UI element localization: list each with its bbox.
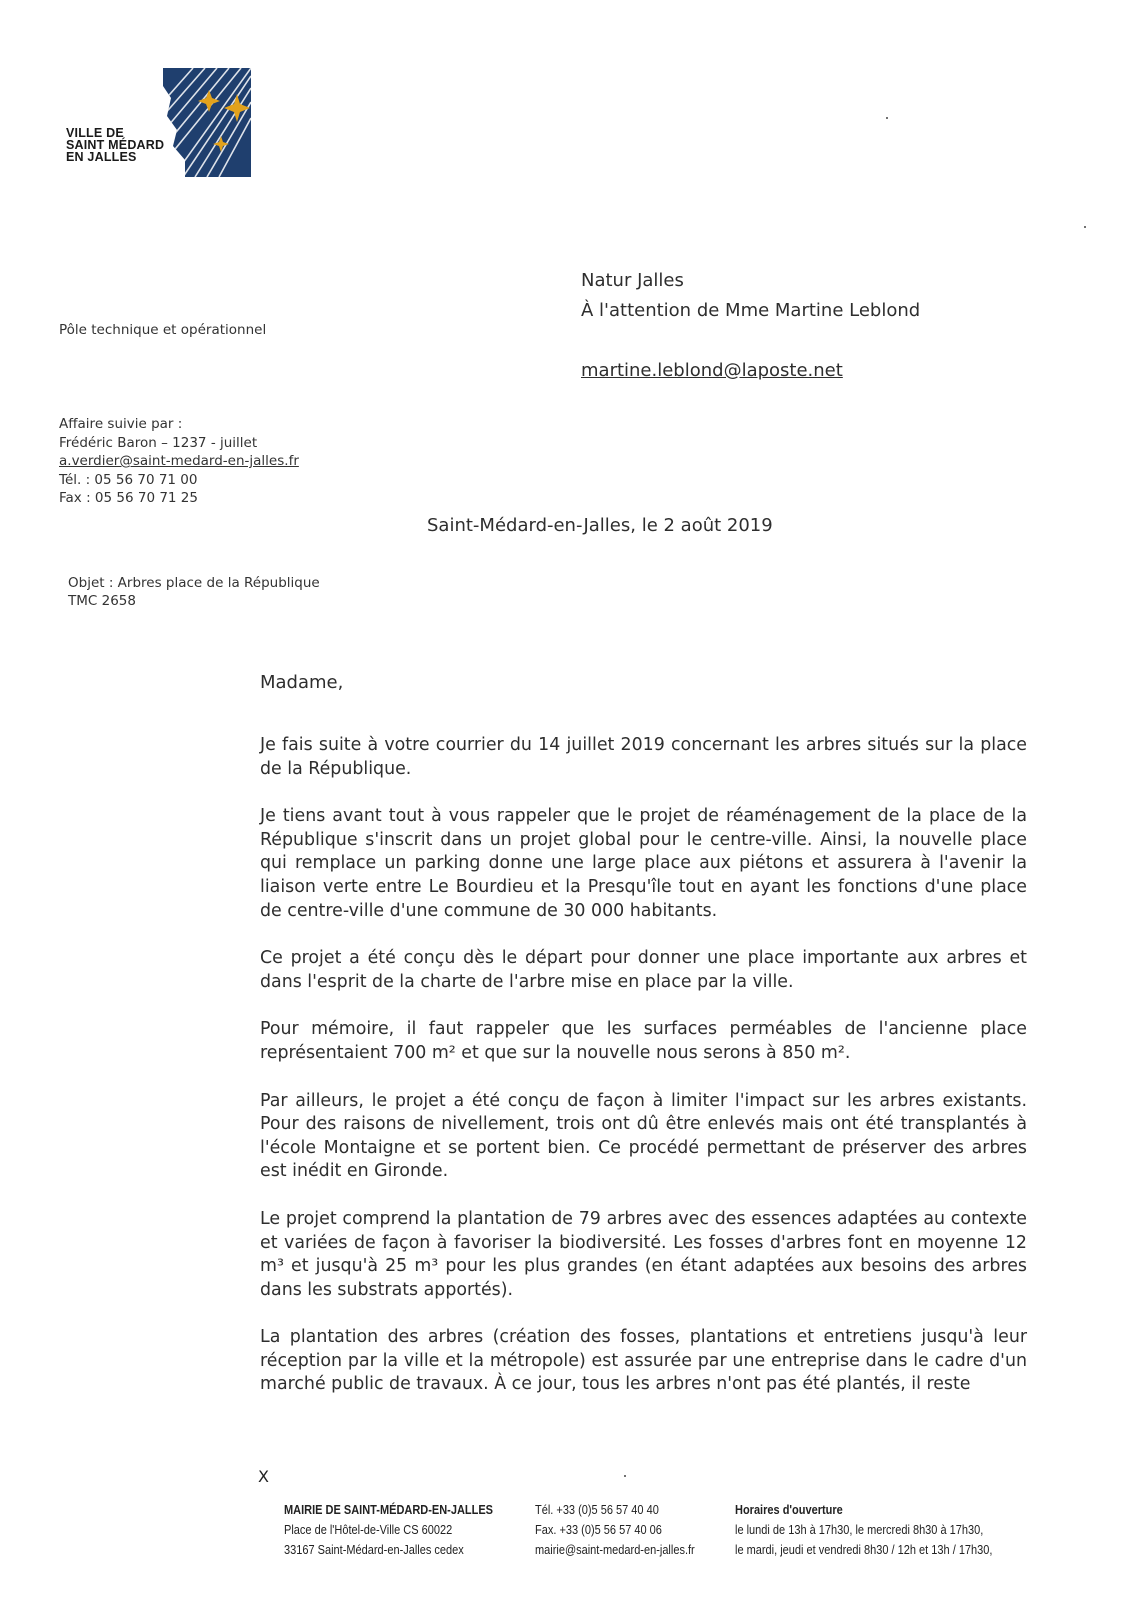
paragraph: Pour mémoire, il faut rappeler que les surfaces perméables de l'ancienne place représentaient 700 m² et que sur la nouvelle nous serons à 850 m².: [260, 1019, 1027, 1063]
paragraph: Je fais suite à votre courrier du 14 juillet 2019 concernant les arbres situés sur la place de la République.: [260, 735, 1027, 779]
logo-wordmark: [66, 127, 164, 163]
scan-speck: [1084, 226, 1086, 228]
case-info-block: [59, 415, 299, 508]
footer-hours-title: Horaires d'ouverture: [735, 1503, 843, 1517]
logo-line-2: SAINT MÉDARD: [66, 138, 165, 152]
paragraph: Je tiens avant tout à vous rappeler que le projet de réaménagement de la place de la République s'inscrit dans un projet global pour le centre-ville. Ainsi, la nouvelle place qui remplace un parking donne une large place aux piétons et assurera à l'avenir la liaison verte entre Le Bourdieu et la Presqu'île tout en ayant les fonctions d'une place de centre-ville d'une commune de 30 000 habitants.: [260, 806, 1027, 921]
footer-contact: [535, 1500, 695, 1560]
subject-line: Objet : Arbres place de la République: [68, 575, 320, 591]
recipient-name: Natur Jalles: [581, 270, 684, 291]
subject-block: [68, 574, 320, 610]
margin-mark: X: [258, 1467, 269, 1486]
recipient-email-link[interactable]: martine.leblond@laposte.net: [581, 360, 843, 381]
salutation: Madame,: [260, 672, 344, 693]
footer-address: [284, 1500, 493, 1560]
footer-address-line-1: Place de l'Hôtel-de-Ville CS 60022: [284, 1523, 453, 1537]
scan-speck: [886, 117, 888, 119]
case-email-link[interactable]: a.verdier@saint-medard-en-jalles.fr: [59, 453, 299, 469]
footer-email-link[interactable]: mairie@saint-medard-en-jalles.fr: [535, 1543, 695, 1557]
footer-hours-line-2: le mardi, jeudi et vendredi 8h30 / 12h et 13h / 17h30,: [735, 1543, 993, 1557]
city-emblem-icon: [163, 68, 251, 177]
case-agent: Frédéric Baron – 1237 - juillet: [59, 434, 258, 451]
case-label: Affaire suivie par :: [59, 416, 183, 432]
footer-hours: [735, 1500, 992, 1560]
footer-tel: Tél. +33 (0)5 56 57 40 40: [535, 1503, 659, 1517]
case-fax: Fax : 05 56 70 71 25: [59, 490, 198, 506]
paragraph: Par ailleurs, le projet a été conçu de façon à limiter l'impact sur les arbres existants. Pour des raisons de nivellement, trois ont dû être enlevés mais ont été transplantés à l'école Montaigne et se portent bien. Ce procédé permettant de préserver des arbres est inédit en Gironde.: [260, 1090, 1027, 1182]
paragraph: Le projet comprend la plantation de 79 arbres avec des essences adaptées au contexte et variées de façon à favoriser la biodiversité. Les fosses d'arbres font en moyenne 12 m³ et jusqu'à 25 m³ pour les plus grandes (en étant adaptées aux besoins des arbres dans les substrats apportés).: [260, 1208, 1027, 1300]
subject-reference: TMC 2658: [68, 593, 136, 609]
footer-org: MAIRIE DE SAINT-MÉDARD-EN-JALLES: [284, 1503, 494, 1517]
date-line: Saint-Médard-en-Jalles, le 2 août 2019: [427, 515, 773, 536]
paragraph: La plantation des arbres (création des fosses, plantations et entretiens jusqu'à leur réception par la ville et la métropole) est assurée par une entreprise dans le cadre d'un marché public de travaux. À ce jour, tous les arbres n'ont pas été plantés, il reste: [260, 1327, 1027, 1395]
footer-fax: Fax. +33 (0)5 56 57 40 06: [535, 1523, 662, 1537]
footer-address-line-2: 33167 Saint-Médard-en-Jalles cedex: [284, 1543, 464, 1557]
paragraph: Ce projet a été conçu dès le départ pour donner une place importante aux arbres et dans l'esprit de la charte de l'arbre mise en place par la ville.: [260, 948, 1027, 992]
recipient-attention: À l'attention de Mme Martine Leblond: [581, 300, 921, 321]
letter-body: [260, 734, 1027, 1397]
department-label: Pôle technique et opérationnel: [59, 322, 267, 338]
recipient-block: [581, 266, 920, 386]
logo-line-1: VILLE DE: [66, 126, 124, 140]
logo-line-3: EN JALLES: [66, 150, 137, 164]
scan-speck: [624, 1475, 626, 1477]
footer-hours-line-1: le lundi de 13h à 17h30, le mercredi 8h30 à 17h30,: [735, 1523, 984, 1537]
case-tel: Tél. : 05 56 70 71 00: [59, 471, 198, 488]
